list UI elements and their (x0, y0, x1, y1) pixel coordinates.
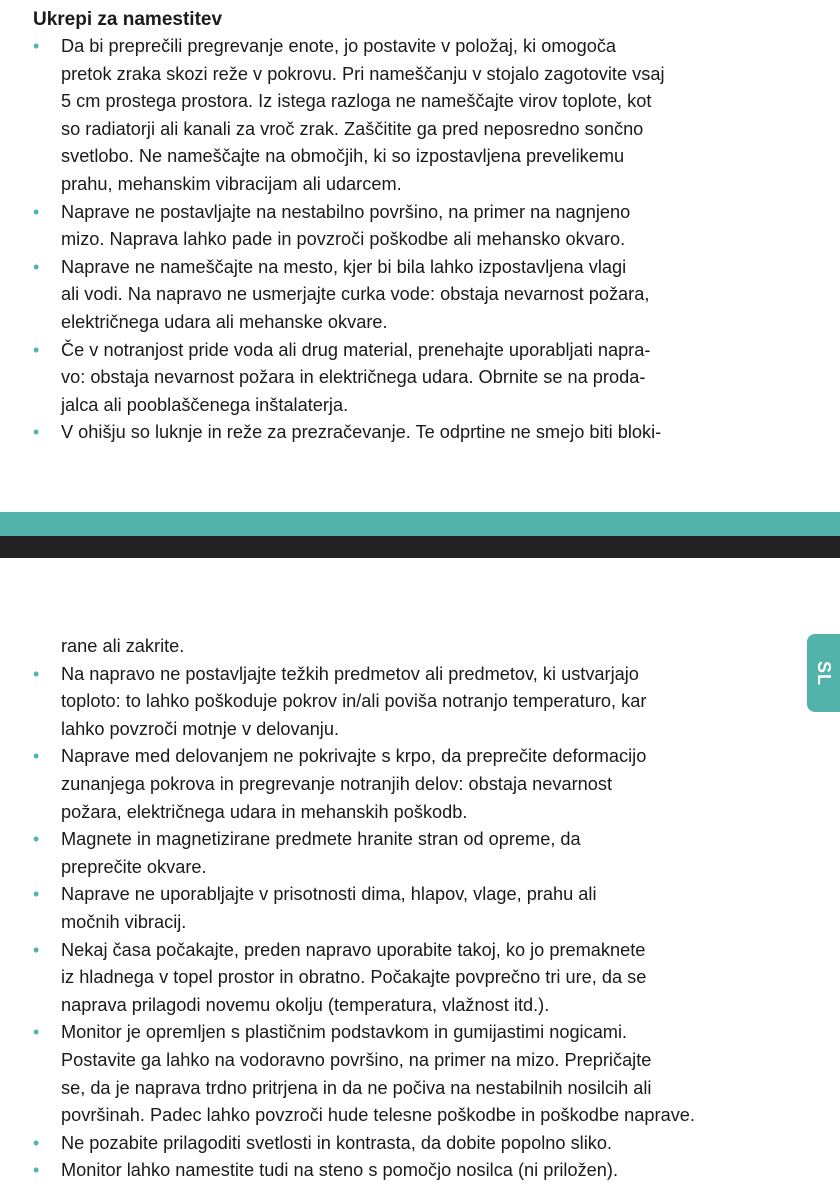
bullet-icon: • (33, 1160, 40, 1181)
text-line: Da bi preprečili pregrevanje enote, jo postavite v položaj, ki omogoča (61, 36, 617, 56)
text-line: Naprave med delovanjem ne pokrivajte s krpo, da preprečite deformacijo (61, 746, 647, 767)
list-item (0, 337, 781, 420)
list-item (0, 826, 781, 881)
list-item (0, 1130, 781, 1158)
text-line: Magnete in magnetizirane predmete hranite stran od opreme, da (61, 829, 581, 850)
bullet-icon: • (33, 339, 40, 360)
text-line: pretok zraka skozi reže v pokrovu. Pri nameščanju v stojalo zagotovite vsaj (61, 63, 665, 84)
list-item (0, 1157, 781, 1185)
text-line: Monitor lahko namestite tudi na steno s pomočjo nosilca (ni priložen). (61, 1160, 619, 1181)
section-title: Ukrepi za namestitev (33, 9, 223, 30)
text-line: Ne pozabite prilagoditi svetlosti in kontrasta, da dobite popolno sliko. (61, 1132, 613, 1153)
list-item (0, 661, 781, 744)
text-line: Monitor je opremljen s plastičnim podstavkom in gumijastimi nogicami. (61, 1022, 628, 1043)
text-line: Naprave ne uporabljajte v prisotnosti dima, hlapov, vlage, prahu ali (61, 884, 597, 905)
text-line: Postavite ga lahko na vodoravno površino, na primer na mizo. Prepričajte (61, 1049, 652, 1070)
text-line: se, da je naprava trdno pritrjena in da ne počiva na nestabilnih nosilcih ali (61, 1077, 652, 1098)
text-line: V ohišju so luknje in reže za prezračevanje. Te odprtine ne smejo biti bloki- (61, 422, 662, 443)
bullet-icon: • (33, 36, 40, 56)
text-line: električnega udara ali mehanske okvare. (61, 311, 388, 332)
list-item (0, 881, 781, 936)
text-line: preprečite okvare. (61, 856, 207, 877)
text-line: so radiatorji ali kanali za vroč zrak. Zaščitite ga pred neposredno sončno (61, 118, 644, 139)
list-item (0, 33, 781, 199)
text-line: požara, električnega udara in mehanskih poškodb. (61, 801, 468, 822)
list-item (0, 937, 781, 1020)
text-line: naprava prilagodi novemu okolju (temperatura, vlažnost itd.). (61, 994, 550, 1015)
text-line: ali vodi. Na napravo ne usmerjajte curka vode: obstaja nevarnost požara, (61, 284, 650, 305)
list-item (0, 199, 781, 254)
text-line: Če v notranjost pride voda ali drug material, prenehajte uporabljati napra- (61, 339, 651, 360)
list-item (0, 419, 781, 447)
text-line: iz hladnega v topel prostor in obratno. Počakajte povprečno tri ure, da se (61, 967, 647, 988)
bullet-icon: • (33, 746, 40, 767)
text-line: toploto: to lahko poškoduje pokrov in/ali poviša notranjo temperaturo, kar (61, 691, 647, 712)
text-line: površinah. Padec lahko povzroči hude telesne poškodbe in poškodbe naprave. (61, 1105, 695, 1126)
page-divider-dark (0, 536, 840, 558)
text-line: močnih vibracij. (61, 911, 187, 932)
bullet-icon: • (33, 884, 40, 905)
text-line: Naprave ne nameščajte na mesto, kjer bi bila lahko izpostavljena vlagi (61, 256, 627, 277)
page-divider-teal (0, 512, 840, 536)
bullet-icon: • (33, 1132, 40, 1153)
bullet-icon: • (33, 829, 40, 850)
bullet-icon: • (33, 256, 40, 277)
text-line: 5 cm prostega prostora. Iz istega razloga ne nameščajte virov toplote, kot (61, 91, 652, 112)
list-item (0, 1019, 781, 1129)
page-top (0, 0, 840, 512)
text-line: jalca ali pooblaščenega inštalaterja. (61, 394, 349, 415)
bullet-icon: • (33, 663, 40, 684)
text-line: vo: obstaja nevarnost požara in električnega udara. Obrnite se na proda- (61, 367, 646, 388)
bullet-list-bottom (0, 633, 840, 1185)
list-item (0, 743, 781, 826)
list-item-continuation (0, 633, 781, 661)
text-line: zunanjega pokrova in pregrevanje notranjih delov: obstaja nevarnost (61, 773, 613, 794)
text-line: Nekaj časa počakajte, preden napravo uporabite takoj, ko jo premaknete (61, 939, 646, 960)
bullet-list-top (0, 33, 840, 447)
text-line: rane ali zakrite. (61, 636, 185, 656)
text-line: mizo. Naprava lahko pade in povzroči poškodbe ali mehansko okvaro. (61, 229, 626, 250)
text-line: svetlobo. Ne nameščajte na območjih, ki so izpostavljena prevelikemu (61, 146, 625, 167)
bullet-icon: • (33, 1022, 40, 1043)
bullet-icon: • (33, 201, 40, 222)
list-item (0, 254, 781, 337)
text-line: lahko povzroči motnje v delovanju. (61, 718, 340, 739)
text-line: Naprave ne postavljajte na nestabilno površino, na primer na nagnjeno (61, 201, 631, 222)
text-line: prahu, mehanskim vibracijam ali udarcem. (61, 173, 402, 194)
bullet-icon: • (33, 422, 40, 443)
text-line: Na napravo ne postavljajte težkih predmetov ali predmetov, ki ustvarjajo (61, 663, 639, 684)
language-tab-label: SL (813, 660, 834, 686)
bullet-icon: • (33, 939, 40, 960)
